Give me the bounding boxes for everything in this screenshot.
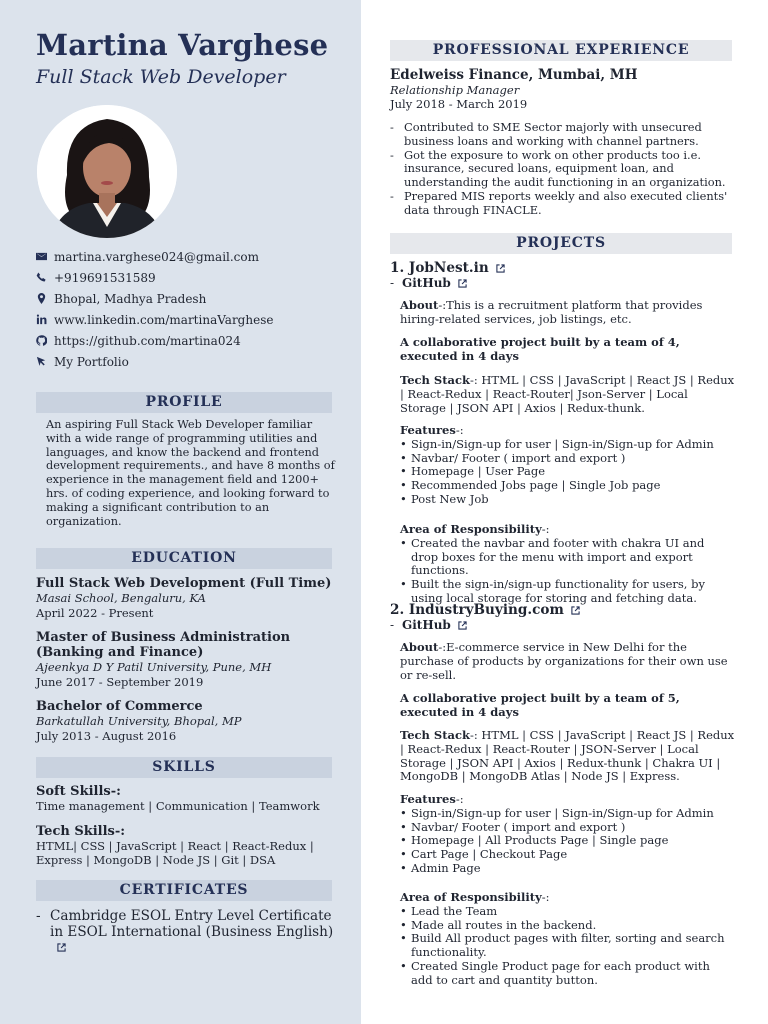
- project-about: About-:This is a recruitment platform that provides hiring-related services, job listings, etc.: [400, 298, 703, 326]
- education-item: [36, 630, 336, 690]
- email-icon: [36, 250, 54, 264]
- list-item: • Sign-in/Sign-up for user | Sign-in/Sign-up for Admin: [400, 436, 714, 451]
- education-school: Ajeenkya D Y Patil University, Pune, MH: [36, 660, 272, 674]
- list-item: • Created Single Product page for each product with add to cart and quantity button.: [400, 958, 710, 987]
- project-techstack: Tech Stack-: HTML | CSS | JavaScript | React JS | Redux | React-Redux | React-Router | JSON-Server | Local Storage | JSON API | Axios | Redux-thunk | Chakra UI | MongoDB | MongoDB Atlas | Node JS | Express.: [400, 728, 735, 784]
- experience-heading: PROFESSIONAL EXPERIENCE: [390, 40, 732, 61]
- list-item: • Recommended Jobs page | Single Job page: [400, 478, 661, 493]
- github-link[interactable]: - GitHub: [390, 618, 735, 633]
- external-link-icon: [458, 279, 467, 288]
- contact-text: My Portfolio: [54, 354, 129, 369]
- candidate-name: Martina Varghese: [36, 28, 329, 62]
- profile-heading: PROFILE: [36, 392, 332, 413]
- list-item: • Navbar/ Footer ( import and export ): [400, 450, 626, 465]
- list-item: • Homepage | All Products Page | Single page: [400, 833, 669, 848]
- project-about: About-:E-commerce service in New Delhi for the purchase of products by organizations for their own use or re-sell.: [400, 640, 728, 682]
- tech-skills-label: Tech Skills-:: [36, 824, 126, 839]
- education-degree: Full Stack Web Development (Full Time): [36, 576, 332, 591]
- certificate-text: Cambridge ESOL Entry Level Certificate in ESOL International (Business English): [50, 908, 334, 940]
- certificate-item[interactable]: - Cambridge ESOL Entry Level Certificate in ESOL International (Business English): [36, 908, 336, 956]
- list-item: • Lead the Team: [400, 903, 498, 918]
- job-entry: [390, 67, 732, 112]
- project-title: 2. IndustryBuying.com: [390, 602, 564, 618]
- external-link-icon: [458, 621, 467, 630]
- contact-text: +919691531589: [54, 270, 156, 285]
- education-item: [36, 699, 336, 744]
- education-date: June 2017 - September 2019: [36, 675, 204, 689]
- contact-list: [36, 246, 336, 372]
- project-collab: A collaborative project built by a team of 5, executed in 4 days: [400, 691, 680, 719]
- list-item: - Contributed to SME Sector majorly with unsecured business loans and working with channel partners.: [390, 120, 702, 148]
- certificates-heading: CERTIFICATES: [36, 880, 332, 901]
- profile-text: An aspiring Full Stack Web Developer familiar with a wide range of programming utilities and languages, and know the backend and frontend development requirements., and have 8 months of experience in the management field and 1200+ hrs. of coding experience, and looking forward to making a significant contribution to an organization.: [46, 418, 335, 528]
- project-title: 1. JobNest.in: [390, 260, 489, 276]
- job-points: [390, 121, 730, 218]
- list-item: • Built the sign-in/sign-up functionality for users, by using local storage for storing and fetching data.: [400, 577, 705, 605]
- project-title-link[interactable]: [390, 602, 735, 618]
- candidate-title: Full Stack Web Developer: [36, 66, 286, 88]
- profile-photo: [37, 105, 177, 238]
- list-item: • Cart Page | Checkout Page: [400, 847, 568, 862]
- project-title-link[interactable]: [390, 260, 735, 276]
- project-header: [390, 602, 735, 633]
- list-item: • Made all routes in the backend.: [400, 917, 597, 932]
- education-date: July 2013 - August 2016: [36, 729, 177, 743]
- github-link[interactable]: - GitHub: [390, 276, 735, 291]
- project-features: Features-: • Sign-in/Sign-up for user | Sign-in/Sign-up for Admin • Navbar/ Footer ( import and export ) • Homepage | All Products Page | Single page • Cart Page | Checkout Page • Admin Page: [400, 793, 735, 876]
- job-date: July 2018 - March 2019: [390, 97, 528, 111]
- linkedin-icon: [36, 313, 54, 327]
- projects-heading: PROJECTS: [390, 233, 732, 254]
- project-header: [390, 260, 735, 291]
- contact-location: [36, 288, 336, 309]
- external-link-icon: [57, 943, 66, 952]
- project-features: Features-: • Sign-in/Sign-up for user | Sign-in/Sign-up for Admin • Navbar/ Footer ( import and export ) • Homepage | User Page • Recommended Jobs page | Single Job page • Post New Job: [400, 424, 735, 507]
- education-heading: EDUCATION: [36, 548, 332, 569]
- education-school: Masai School, Bengaluru, KA: [36, 591, 206, 605]
- list-item: - Got the exposure to work on other products too i.e. insurance, secured loans, equipment loan, and understanding the audit functioning in an organization.: [390, 147, 726, 190]
- education-degree: Master of Business Administration (Banking and Finance): [36, 630, 291, 660]
- list-item: • Created the navbar and footer with chakra UI and drop boxes for the menu with import and export functions.: [400, 535, 705, 578]
- list-item: • Build All product pages with filter, sorting and search functionality.: [400, 931, 725, 960]
- external-link-icon: [496, 264, 505, 273]
- tech-skills-text: HTML| CSS | JavaScript | React | React-Redux | Express | MongoDB | Node JS | Git | DSA: [36, 839, 314, 867]
- list-item: • Post New Job: [400, 491, 489, 506]
- list-item: • Homepage | User Page: [400, 464, 546, 479]
- contact-portfolio[interactable]: [36, 351, 336, 372]
- location-icon: [36, 292, 54, 306]
- skills-heading: SKILLS: [36, 757, 332, 778]
- contact-text: www.linkedin.com/martinaVarghese: [54, 312, 274, 327]
- contact-text: https://github.com/martina024: [54, 333, 241, 348]
- list-item: • Admin Page: [400, 860, 481, 875]
- phone-icon: [36, 271, 54, 285]
- github-icon: [36, 334, 54, 348]
- cursor-icon: [36, 355, 54, 369]
- external-link-icon: [571, 606, 580, 615]
- soft-skills-text: Time management | Communication | Teamwork: [36, 799, 320, 813]
- contact-phone[interactable]: [36, 267, 336, 288]
- contact-linkedin[interactable]: [36, 309, 336, 330]
- project-responsibility: Area of Responsibility-: • Lead the Team • Made all routes in the backend. • Build All product pages with filter, sorting and search functionality. • Created Single Product page for each product with add to cart and quantity button.: [400, 891, 735, 988]
- list-item: - Prepared MIS reports weekly and also executed clients' data through FINACLE.: [390, 188, 728, 217]
- contact-github[interactable]: [36, 330, 336, 351]
- project-collab: A collaborative project built by a team of 4, executed in 4 days: [400, 335, 680, 363]
- contact-text: martina.varghese024@gmail.com: [54, 249, 260, 264]
- contact-text: Bhopal, Madhya Pradesh: [54, 291, 207, 306]
- education-item: [36, 576, 336, 621]
- soft-skills-label: Soft Skills-:: [36, 784, 121, 799]
- job-role: Relationship Manager: [390, 83, 520, 97]
- education-date: April 2022 - Present: [36, 606, 154, 620]
- job-company: Edelweiss Finance, Mumbai, MH: [390, 67, 638, 83]
- education-degree: Bachelor of Commerce: [36, 699, 203, 714]
- contact-email[interactable]: [36, 246, 336, 267]
- project-responsibility: Area of Responsibility-: • Created the navbar and footer with chakra UI and drop boxes for the menu with import and export functions. • Built the sign-in/sign-up functionality for users, by using local storage for storing and fetching data.: [400, 523, 735, 606]
- education-school: Barkatullah University, Bhopal, MP: [36, 714, 242, 728]
- list-item: • Sign-in/Sign-up for user | Sign-in/Sign-up for Admin: [400, 805, 714, 820]
- list-item: • Navbar/ Footer ( import and export ): [400, 819, 626, 834]
- project-techstack: Tech Stack-: HTML | CSS | JavaScript | React JS | Redux | React-Redux | React-Router| Json-Server | Local Storage | JSON API | Axios | Redux-thunk.: [400, 373, 735, 415]
